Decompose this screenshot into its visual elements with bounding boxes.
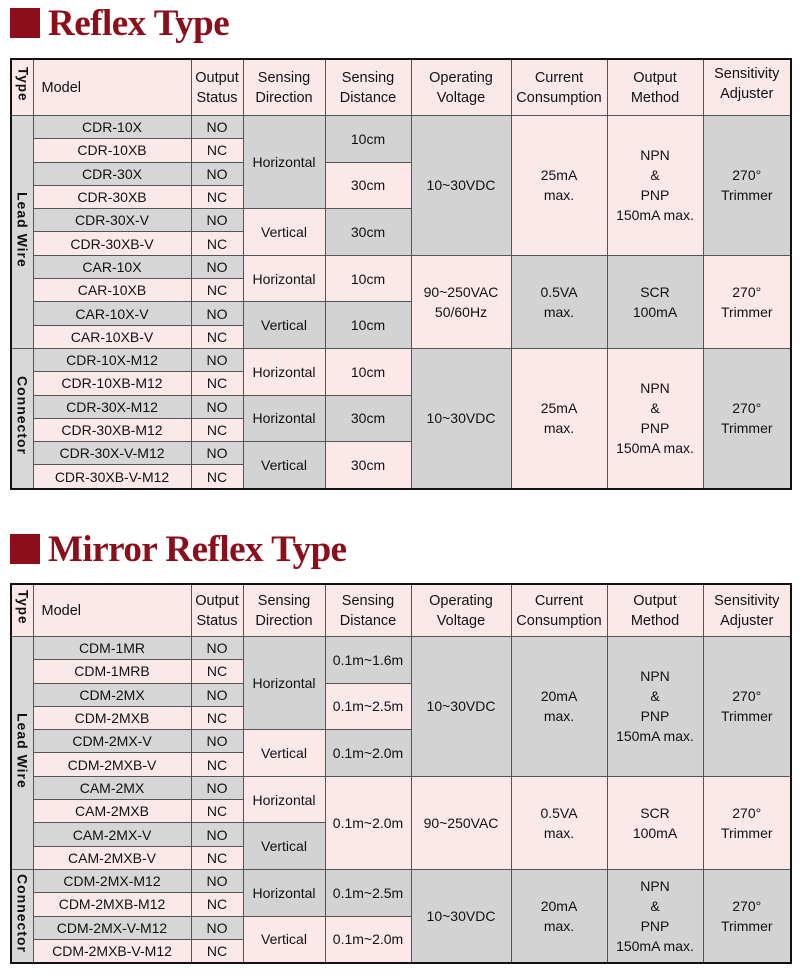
model-cell: CDR-10XB-M12 [33, 372, 191, 395]
voltage-cell: 10~30VDC [411, 637, 511, 777]
header-type: Type [11, 59, 33, 116]
header-sensing-distance: Sensing Distance [325, 584, 411, 637]
status-cell: NO [191, 209, 243, 232]
table-row [11, 869, 791, 892]
method-cell: NPN & PNP 150mA max. [607, 637, 703, 777]
header-type: Type [11, 584, 33, 637]
model-cell: CAM-2MXB [33, 800, 191, 823]
distance-cell: 30cm [325, 395, 411, 442]
type-connector: Connector [11, 348, 33, 488]
direction-cell: Horizontal [243, 395, 325, 442]
model-cell: CDM-2MX-V [33, 730, 191, 753]
header-current-consumption: Current Consumption [511, 584, 607, 637]
method-cell: NPN & PNP 150mA max. [607, 869, 703, 963]
model-cell: CDR-30X [33, 162, 191, 185]
current-cell: 20mA max. [511, 869, 607, 963]
reflex-type-title: Reflex Type [48, 2, 230, 44]
model-cell: CDM-2MXB-V [33, 753, 191, 776]
distance-cell: 0.1m~2.5m [325, 869, 411, 916]
current-cell: 25mA max. [511, 348, 607, 488]
distance-cell: 10cm [325, 255, 411, 302]
direction-cell: Horizontal [243, 348, 325, 395]
model-cell: CAR-10XB [33, 279, 191, 302]
current-cell: 20mA max. [511, 637, 607, 777]
method-cell: NPN & PNP 150mA max. [607, 348, 703, 488]
direction-cell: Vertical [243, 209, 325, 256]
status-cell: NC [191, 846, 243, 869]
header-sensing-distance: Sensing Distance [325, 59, 411, 116]
model-cell: CDR-30XB-M12 [33, 418, 191, 441]
voltage-cell: 10~30VDC [411, 348, 511, 488]
status-cell: NO [191, 302, 243, 325]
model-cell: CAM-2MXB-V [33, 846, 191, 869]
distance-cell: 0.1m~2.0m [325, 730, 411, 777]
status-cell: NC [191, 893, 243, 916]
status-cell: NO [191, 255, 243, 278]
status-cell: NO [191, 916, 243, 939]
reflex-type-heading [10, 1, 229, 45]
distance-cell: 10cm [325, 302, 411, 349]
header-output-status: Output Status [191, 584, 243, 637]
direction-cell: Horizontal [243, 869, 325, 916]
voltage-cell: 90~250VAC [411, 776, 511, 869]
header-row [11, 59, 791, 116]
table-row [11, 776, 791, 799]
table-row [11, 348, 791, 371]
status-cell: NC [191, 325, 243, 348]
status-cell: NC [191, 660, 243, 683]
header-row [11, 584, 791, 637]
model-cell: CDM-1MRB [33, 660, 191, 683]
status-cell: NC [191, 139, 243, 162]
adjuster-cell: 270° Trimmer [703, 116, 791, 256]
model-cell: CDR-30X-M12 [33, 395, 191, 418]
status-cell: NC [191, 372, 243, 395]
header-sensitivity-adjuster: Sensitivity Adjuster [703, 59, 791, 116]
type-lead-wire: Lead Wire [11, 637, 33, 870]
status-cell: NO [191, 116, 243, 139]
direction-cell: Vertical [243, 730, 325, 777]
status-cell: NC [191, 465, 243, 489]
header-current-consumption: Current Consumption [511, 59, 607, 116]
table-row [11, 637, 791, 660]
distance-cell: 10cm [325, 348, 411, 395]
direction-cell: Vertical [243, 442, 325, 489]
status-cell: NC [191, 418, 243, 441]
direction-cell: Vertical [243, 302, 325, 349]
model-cell: CDM-2MX-M12 [33, 869, 191, 892]
status-cell: NC [191, 279, 243, 302]
current-cell: 25mA max. [511, 116, 607, 256]
mirror-spec-table [10, 583, 792, 964]
voltage-cell: 10~30VDC [411, 869, 511, 963]
model-cell: CDR-30X-V [33, 209, 191, 232]
model-cell: CDR-30XB-V-M12 [33, 465, 191, 489]
method-cell: SCR 100mA [607, 255, 703, 348]
header-sensing-direction: Sensing Direction [243, 584, 325, 637]
model-cell: CAR-10X-V [33, 302, 191, 325]
type-lead-wire: Lead Wire [11, 116, 33, 349]
adjuster-cell: 270° Trimmer [703, 348, 791, 488]
distance-cell: 30cm [325, 162, 411, 209]
distance-cell: 0.1m~2.0m [325, 916, 411, 963]
adjuster-cell: 270° Trimmer [703, 637, 791, 777]
header-output-method: Output Method [607, 59, 703, 116]
table-row [11, 116, 791, 139]
header-operating-voltage: Operating Voltage [411, 584, 511, 637]
current-cell: 0.5VA max. [511, 255, 607, 348]
reflex-spec-table [10, 58, 792, 490]
status-cell: NO [191, 162, 243, 185]
header-sensing-direction: Sensing Direction [243, 59, 325, 116]
status-cell: NO [191, 442, 243, 465]
distance-cell: 0.1m~2.0m [325, 776, 411, 869]
header-model: Model [33, 584, 191, 637]
status-cell: NO [191, 395, 243, 418]
adjuster-cell: 270° Trimmer [703, 869, 791, 963]
model-cell: CDR-30X-V-M12 [33, 442, 191, 465]
model-cell: CDM-2MX [33, 683, 191, 706]
direction-cell: Vertical [243, 916, 325, 963]
current-cell: 0.5VA max. [511, 776, 607, 869]
status-cell: NC [191, 706, 243, 729]
model-cell: CDM-2MXB-V-M12 [33, 939, 191, 963]
type-connector: Connector [11, 869, 33, 963]
model-cell: CAR-10X [33, 255, 191, 278]
status-cell: NO [191, 869, 243, 892]
distance-cell: 0.1m~1.6m [325, 637, 411, 684]
model-cell: CDM-1MR [33, 637, 191, 660]
status-cell: NO [191, 776, 243, 799]
heading-square-icon [10, 534, 40, 564]
model-cell: CDM-2MX-V-M12 [33, 916, 191, 939]
status-cell: NO [191, 730, 243, 753]
model-cell: CDR-30XB-V [33, 232, 191, 255]
status-cell: NO [191, 637, 243, 660]
direction-cell: Vertical [243, 823, 325, 870]
model-cell: CAM-2MX [33, 776, 191, 799]
direction-cell: Horizontal [243, 255, 325, 302]
mirror-reflex-type-heading [10, 527, 347, 571]
status-cell: NC [191, 232, 243, 255]
adjuster-cell: 270° Trimmer [703, 776, 791, 869]
direction-cell: Horizontal [243, 637, 325, 730]
model-cell: CDM-2MXB-M12 [33, 893, 191, 916]
model-cell: CDR-10X-M12 [33, 348, 191, 371]
table-row [11, 255, 791, 278]
status-cell: NO [191, 683, 243, 706]
status-cell: NC [191, 939, 243, 963]
distance-cell: 30cm [325, 209, 411, 256]
model-cell: CAM-2MX-V [33, 823, 191, 846]
heading-square-icon [10, 8, 40, 38]
status-cell: NC [191, 185, 243, 208]
distance-cell: 30cm [325, 442, 411, 489]
status-cell: NC [191, 800, 243, 823]
header-output-status: Output Status [191, 59, 243, 116]
model-cell: CDR-10X [33, 116, 191, 139]
distance-cell: 10cm [325, 116, 411, 163]
header-operating-voltage: Operating Voltage [411, 59, 511, 116]
status-cell: NO [191, 823, 243, 846]
model-cell: CDM-2MXB [33, 706, 191, 729]
direction-cell: Horizontal [243, 116, 325, 209]
method-cell: SCR 100mA [607, 776, 703, 869]
header-sensitivity-adjuster: Sensitivity Adjuster [703, 584, 791, 637]
voltage-cell: 10~30VDC [411, 116, 511, 256]
model-cell: CDR-30XB [33, 185, 191, 208]
status-cell: NC [191, 753, 243, 776]
header-output-method: Output Method [607, 584, 703, 637]
status-cell: NO [191, 348, 243, 371]
model-cell: CDR-10XB [33, 139, 191, 162]
header-model: Model [33, 59, 191, 116]
model-cell: CAR-10XB-V [33, 325, 191, 348]
voltage-cell: 90~250VAC 50/60Hz [411, 255, 511, 348]
mirror-reflex-type-title: Mirror Reflex Type [48, 528, 347, 570]
method-cell: NPN & PNP 150mA max. [607, 116, 703, 256]
adjuster-cell: 270° Trimmer [703, 255, 791, 348]
distance-cell: 0.1m~2.5m [325, 683, 411, 730]
direction-cell: Horizontal [243, 776, 325, 823]
